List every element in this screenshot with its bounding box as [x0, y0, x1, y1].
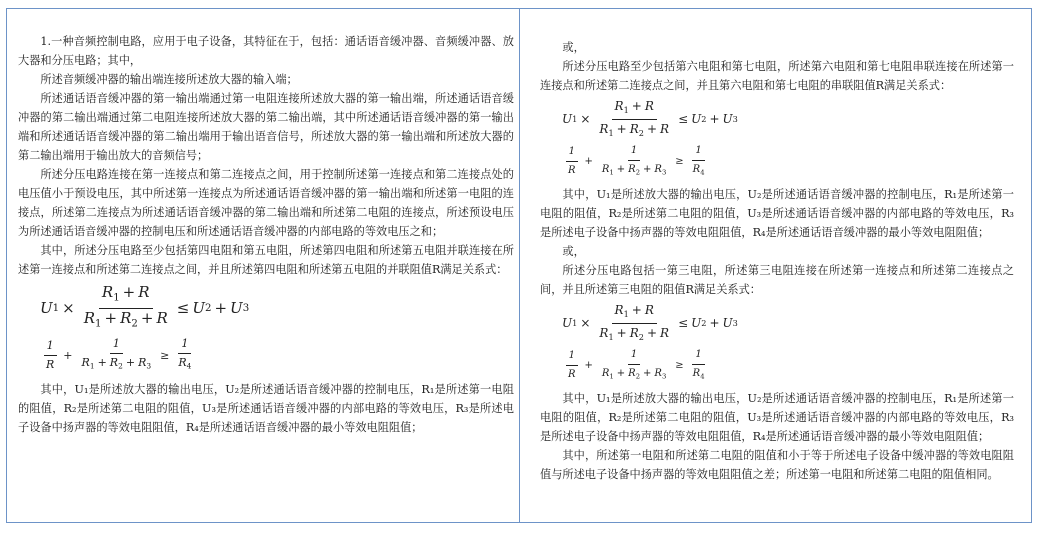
formula-symbol: U: [722, 112, 733, 127]
formula-symbol: 1: [110, 335, 123, 354]
formula-symbol: R: [660, 121, 670, 136]
formula-symbol: R: [156, 308, 168, 327]
formula-subscript: 4: [700, 168, 705, 177]
formula-inequality-2: [40, 335, 514, 376]
formula-symbol: 1: [178, 335, 191, 354]
formula-subscript: 1: [608, 127, 614, 138]
formula-operator: +: [643, 163, 652, 175]
formula-symbol: R: [629, 121, 639, 136]
formula-symbol: R: [83, 308, 96, 327]
formula-symbol: R: [692, 163, 701, 175]
formula-operator: +: [584, 359, 593, 371]
formula-operator: +: [616, 121, 627, 136]
formula-operator: ×: [580, 316, 591, 331]
formula-symbol: R: [644, 303, 654, 318]
right-column: [540, 38, 1014, 484]
formula-operator: +: [140, 308, 154, 327]
formula-operator: ≥: [160, 348, 170, 362]
paragraph: 或，: [562, 41, 585, 54]
paragraph: 其中，U₁是所述放大器的输出电压，U₂是所述通话语音缓冲器的控制电压，R₁是所述第一电阻的阻值，R₂是所述第二电阻的阻值，U₃是所述通话语音缓冲器的内部电路的等效电压，R₃是所述电子设备中扬声器的等效电阻阻值，R₄是所述通话语音缓冲器的最小等效电阻阻值；: [540, 392, 1014, 444]
formula-symbol: R: [629, 325, 639, 340]
paragraph: 或，: [562, 245, 585, 259]
formula-symbol: 1: [628, 346, 640, 365]
formula-symbol: R: [138, 283, 150, 301]
formula-operator: +: [97, 356, 107, 370]
formula-subscript: 1: [623, 104, 629, 115]
formula-subscript: 1: [609, 372, 614, 381]
formula-operator: +: [631, 99, 642, 113]
formula-subscript: 1: [572, 318, 578, 329]
formula-fraction: [79, 335, 155, 376]
formula-subscript: 2: [701, 318, 707, 329]
formula-operator: +: [616, 325, 627, 340]
formula-symbol: R: [692, 367, 701, 379]
formula-operator: +: [63, 348, 73, 362]
formula-operator: ×: [62, 299, 75, 318]
formula-subscript: 3: [732, 114, 738, 125]
formula-subscript: 3: [242, 302, 250, 314]
formula-symbol: R: [599, 325, 609, 340]
formula-symbol: U: [192, 299, 205, 318]
formula-fraction: [599, 142, 669, 181]
formula-subscript: 1: [608, 331, 614, 342]
formula-inequality-2: [562, 142, 1014, 181]
formula-subscript: 2: [204, 302, 212, 314]
formula-symbol: R: [568, 368, 576, 380]
column-divider: [519, 8, 520, 523]
formula-subscript: 2: [701, 114, 707, 125]
formula-subscript: 2: [131, 318, 138, 330]
formula-symbol: R: [178, 356, 187, 370]
formula-operator: +: [646, 325, 658, 340]
paragraph: 其中，所述第一电阻和所述第二电阻的阻值和小于等于所述电子设备中缓冲器的等效电阻阻值与所述电子设备中扬声器的等效电阻阻值之差；所述第一电阻和所述第二电阻的阻值相同。: [540, 449, 1014, 482]
formula-subscript: 3: [732, 318, 738, 329]
formula-symbol: R: [120, 308, 132, 327]
formula-operator: +: [122, 283, 136, 301]
formula-symbol: U: [230, 299, 243, 318]
claim-intro: 1.一种音频控制电路，应用于电子设备，其特征在于，包括：通话语音缓冲器、音频缓冲器、放大器和分压电路；其中，: [18, 35, 514, 67]
formula-symbol: R: [599, 121, 609, 136]
formula-operator: ≥: [675, 359, 684, 371]
formula-symbol: U: [40, 299, 53, 318]
formula-subscript: 1: [572, 114, 578, 125]
formula-fraction: [599, 346, 669, 385]
formula-operator: +: [214, 299, 228, 318]
formula-operator: +: [709, 112, 720, 127]
formula-operator: ×: [580, 112, 591, 127]
formula-inequality-1: [40, 283, 514, 333]
formula-symbol: R: [614, 303, 624, 318]
formula-operator: +: [631, 303, 642, 318]
formula-fraction: [81, 283, 171, 333]
paragraph: 所述分压电路至少包括第六电阻和第七电阻，所述第六电阻和第七电阻串联连接在所述第一连接点和所述第二连接点之间，并且第六电阻和第七电阻的串联阻值R满足关系式：: [540, 60, 1014, 92]
formula-operator: +: [643, 367, 652, 379]
formula-symbol: R: [628, 367, 636, 379]
formula-symbol: U: [722, 316, 733, 331]
formula-symbol: R: [628, 163, 636, 175]
formula-inequality-1: [562, 301, 1014, 346]
formula-block: [562, 97, 1014, 181]
formula-subscript: 1: [89, 361, 95, 371]
formula-symbol: 1: [692, 346, 704, 365]
formula-operator: ≤: [678, 316, 689, 331]
formula-symbol: U: [562, 112, 573, 127]
formula-subscript: 1: [609, 168, 614, 177]
paragraph: 其中，U₁是所述放大器的输出电压，U₂是所述通话语音缓冲器的控制电压，R₁是所述第一电阻的阻值，R₂是所述第二电阻的阻值，U₃是所述通话语音缓冲器的内部电路的等效电压，R₃是所述电子设备中扬声器的等效电阻阻值，R₄是所述通话语音缓冲器的最小等效电阻阻值；: [18, 382, 514, 434]
formula-subscript: 2: [638, 331, 644, 342]
formula-subscript: 1: [113, 292, 120, 304]
formula-subscript: 2: [638, 127, 644, 138]
formula-symbol: 1: [566, 347, 578, 366]
formula-symbol: U: [691, 112, 702, 127]
formula-symbol: R: [101, 283, 114, 301]
formula-fraction: [596, 97, 672, 142]
formula-block: [40, 283, 514, 376]
formula-symbol: R: [601, 367, 610, 379]
formula-symbol: R: [654, 163, 662, 175]
formula-operator: +: [616, 367, 626, 379]
paragraph: 所述分压电路包括一第三电阻，所述第三电阻连接在所述第一连接点和所述第二连接点之间，并且所述第三电阻的阻值R满足关系式：: [540, 264, 1014, 297]
left-column: [18, 32, 514, 437]
formula-symbol: R: [614, 99, 624, 113]
formula-inequality-1: [562, 97, 1014, 142]
formula-subscript: 4: [186, 361, 192, 371]
formula-operator: +: [584, 155, 593, 167]
formula-operator: ≥: [675, 155, 684, 167]
formula-operator: ≤: [678, 112, 689, 127]
formula-symbol: R: [81, 356, 90, 370]
formula-subscript: 3: [661, 168, 667, 177]
formula-symbol: R: [46, 357, 55, 371]
formula-symbol: U: [562, 316, 573, 331]
formula-symbol: R: [660, 325, 670, 340]
paragraph: 所述音频缓冲器的输出端连接所述放大器的输入端；: [40, 73, 298, 86]
formula-symbol: 1: [628, 142, 640, 161]
formula-subscript: 1: [623, 308, 629, 319]
formula-symbol: U: [691, 316, 702, 331]
formula-inequality-2: [562, 346, 1014, 385]
formula-symbol: 1: [44, 337, 57, 356]
formula-symbol: R: [568, 164, 576, 176]
paragraph: 其中，U₁是所述放大器的输出电压，U₂是所述通话语音缓冲器的控制电压，R₁是所述第一电阻的阻值，R₂是所述第二电阻的阻值，U₃是所述通话语音缓冲器的内部电路的等效电压，R₃是所述电子设备中扬声器的等效电阻阻值，R₄是所述通话语音缓冲器的最小等效电阻阻值；: [540, 188, 1014, 240]
formula-subscript: 1: [95, 318, 102, 330]
formula-symbol: 1: [692, 142, 704, 161]
formula-fraction: [596, 301, 672, 346]
formula-subscript: 1: [52, 302, 60, 314]
formula-symbol: R: [644, 99, 654, 113]
formula-subscript: 2: [635, 168, 641, 177]
formula-operator: +: [709, 316, 720, 331]
formula-operator: +: [646, 121, 658, 136]
formula-subscript: 2: [118, 361, 123, 371]
formula-symbol: R: [601, 163, 610, 175]
paragraph: 所述分压电路连接在第一连接点和第二连接点之间，用于控制所述第一连接点和第二连接点处的电压值小于预设电压，其中所述第一连接点为所述通话语音缓冲器的第一输出端和所述第一电阻的连接点，所述第二连接点为所述通话语音缓冲器的第二输出端和所述第二电阻的连接点，所述预设电压为所述通话语音缓冲器的控制电压和所述通话语音缓冲器的内部电路的等效电压之和；: [18, 168, 514, 238]
paragraph: 其中，所述分压电路至少包括第四电阻和第五电阻，所述第四电阻和所述第五电阻并联连接在所述第一连接点和所述第二连接点之间，并且所述第四电阻和所述第五电阻的并联阻值R满足关系式：: [18, 244, 514, 276]
formula-block: [562, 301, 1014, 385]
formula-operator: +: [104, 308, 118, 327]
formula-operator: ≤: [176, 299, 190, 318]
formula-subscript: 3: [661, 372, 667, 381]
formula-symbol: R: [138, 356, 147, 370]
formula-subscript: 3: [146, 361, 152, 371]
formula-operator: +: [616, 163, 626, 175]
paragraph: 所述通话语音缓冲器的第一输出端通过第一电阻连接所述放大器的第一输出端，所述通话语音缓冲器的第二输出端通过第二电阻连接所述放大器的第二输出端，其中所述通话语音缓冲器的第一输出端和所述通话语音缓冲器的第二输出端用于输出语音信号，所述放大器的第一输出端和所述放大器的第二输出端用于输出放大的音频信号；: [18, 92, 514, 162]
formula-symbol: R: [109, 356, 119, 370]
formula-operator: +: [125, 356, 136, 370]
formula-subscript: 4: [700, 372, 705, 381]
formula-symbol: 1: [566, 143, 578, 162]
formula-subscript: 2: [635, 372, 641, 381]
formula-symbol: R: [654, 367, 662, 379]
